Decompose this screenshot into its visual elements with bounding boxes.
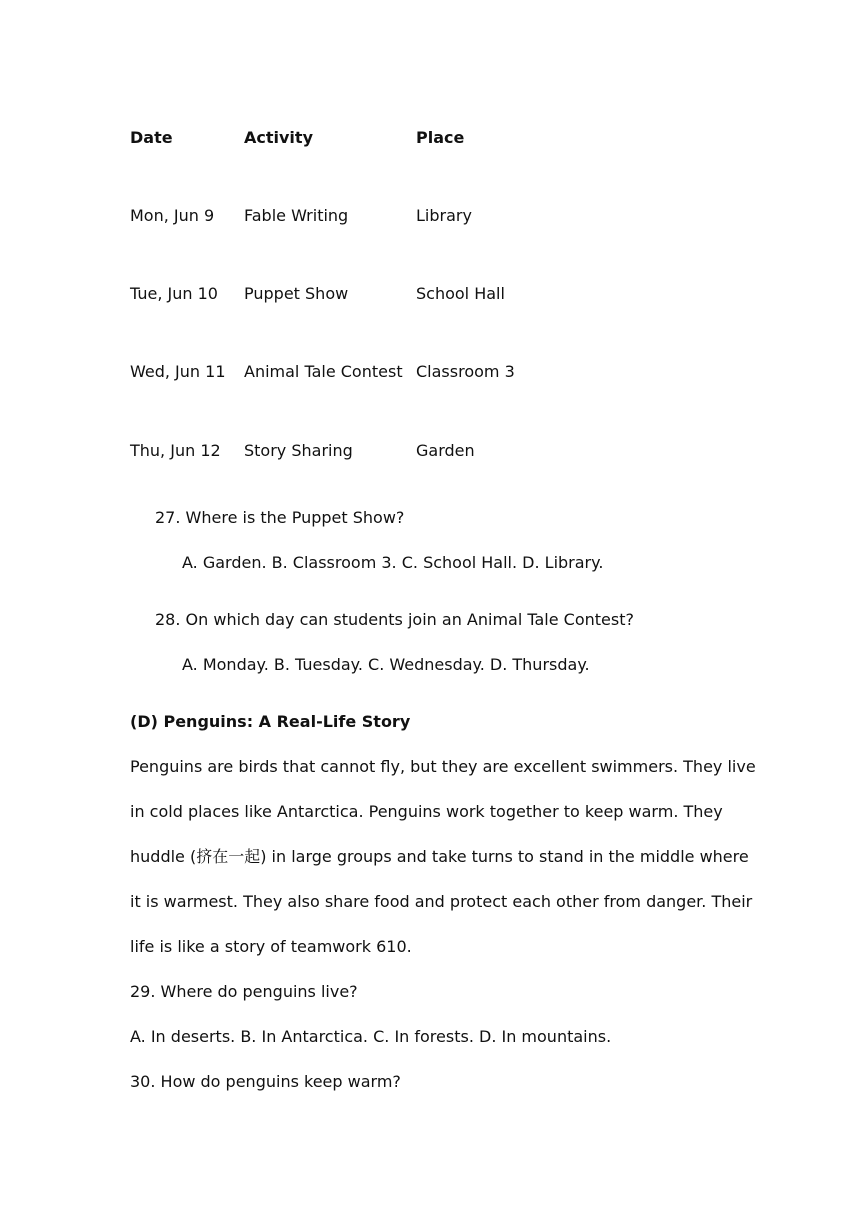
row-2-place: School Hall xyxy=(416,284,505,303)
header-place: Place xyxy=(416,128,465,147)
passage-line-4: it is warmest. They also share food and protect each other from danger. Their xyxy=(130,892,753,911)
question-27: 27. Where is the Puppet Show? xyxy=(155,508,405,527)
row-3-place: Classroom 3 xyxy=(416,362,515,381)
section-d-title: (D) Penguins: A Real-Life Story xyxy=(130,712,411,731)
question-30: 30. How do penguins keep warm? xyxy=(130,1072,401,1091)
passage-line-5: life is like a story of teamwork 610. xyxy=(130,937,412,956)
header-date: Date xyxy=(130,128,173,147)
question-29: 29. Where do penguins live? xyxy=(130,982,358,1001)
passage-line-2: in cold places like Antarctica. Penguins work together to keep warm. They xyxy=(130,802,723,821)
question-27-options: A. Garden. B. Classroom 3. C. School Hall. D. Library. xyxy=(182,553,604,572)
row-4-activity: Story Sharing xyxy=(244,441,353,460)
passage-line-3: huddle (挤在一起) in large groups and take turns to stand in the middle where xyxy=(130,847,749,866)
question-28-options: A. Monday. B. Tuesday. C. Wednesday. D. Thursday. xyxy=(182,655,590,674)
row-3-date: Wed, Jun 11 xyxy=(130,362,226,381)
row-2-date: Tue, Jun 10 xyxy=(130,284,218,303)
question-28: 28. On which day can students join an Animal Tale Contest? xyxy=(155,610,634,629)
row-1-activity: Fable Writing xyxy=(244,206,349,225)
header-activity: Activity xyxy=(244,128,313,147)
row-4-date: Thu, Jun 12 xyxy=(130,441,221,460)
row-4-place: Garden xyxy=(416,441,475,460)
row-2-activity: Puppet Show xyxy=(244,284,349,303)
row-1-date: Mon, Jun 9 xyxy=(130,206,215,225)
row-3-activity: Animal Tale Contest xyxy=(244,362,403,381)
row-1-place: Library xyxy=(416,206,472,225)
question-29-options: A. In deserts. B. In Antarctica. C. In forests. D. In mountains. xyxy=(130,1027,612,1046)
passage-line-1: Penguins are birds that cannot fly, but they are excellent swimmers. They live xyxy=(130,757,756,776)
